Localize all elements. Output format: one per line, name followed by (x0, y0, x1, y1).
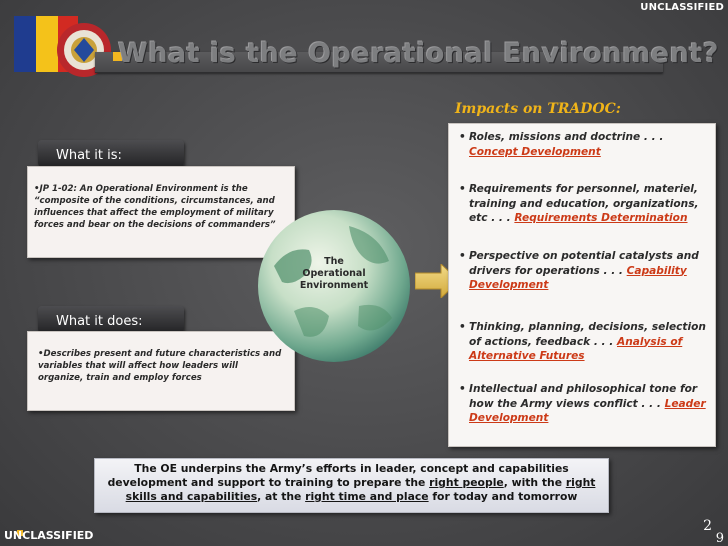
banner-text-1: The OE underpins the Army’s efforts in leader, concept and capabilities development and support to training to prepare the (107, 462, 569, 489)
bullet: • (459, 131, 466, 143)
bullet: • (459, 321, 466, 333)
banner-underline-1: right people (429, 476, 504, 489)
banner-text-2: , with the (503, 476, 566, 489)
what-it-does-text: •Describes present and future characteristics and variables that will affect how leaders will organize, train and employ forces (38, 349, 282, 383)
impact-text: Thinking, planning, decisions, selection of actions, feedback . . . (469, 321, 706, 348)
impacts-panel (448, 123, 716, 447)
banner-text-4: for today and tomorrow (428, 490, 578, 503)
impact-highlight: Leader Development (469, 397, 706, 424)
impact-item (457, 130, 709, 159)
bullet: • (459, 183, 466, 195)
globe-label-line1: The (324, 256, 344, 267)
what-it-does-label: What it does: (56, 314, 143, 329)
impact-text: Intellectual and philosophical tone for how the Army views conflict . . . (469, 383, 698, 410)
impact-text: Perspective on potential catalysts and drivers for operations . . . (469, 250, 699, 277)
impact-highlight: Concept Development (469, 145, 601, 158)
page-number-sub: 9 (715, 531, 724, 546)
impact-item (457, 249, 709, 293)
globe-label-line3: Environment (299, 280, 369, 291)
what-it-is-label: What it is: (56, 148, 122, 163)
impact-text: Requirements for personnel, materiel, training and education, organizations, etc . . . (469, 183, 699, 224)
classification-top: UNCLASSIFIED (640, 2, 724, 13)
impact-highlight: Requirements Determination (514, 212, 688, 224)
impact-item (457, 382, 709, 426)
banner-text-3: , at the (257, 490, 306, 503)
classification-bottom: UNCLASSIFIED (4, 529, 94, 542)
impact-highlight: Analysis of Alternative Futures (469, 335, 683, 362)
bullet: • (459, 383, 466, 395)
banner-underline-2: right skills and capabilities (125, 476, 596, 503)
impact-highlight: Capability Development (469, 264, 687, 291)
bullet: • (459, 250, 466, 262)
summary-banner (94, 458, 609, 513)
impact-item (457, 320, 709, 364)
impacts-title: Impacts on TRADOC: (455, 101, 621, 117)
what-it-does-tab (38, 306, 184, 333)
what-it-is-text: •JP 1-02: An Operational Environment is the “composite of the conditions, circumstances, and influences that affect the employment of military forces and bear on the decisions of commanders” (34, 184, 276, 230)
what-it-is-tab (38, 140, 184, 167)
globe-label-line2: Operational (302, 268, 366, 279)
impact-item (457, 182, 709, 226)
page-number: 2 (703, 518, 712, 534)
banner-underline-3: right time and place (305, 490, 429, 503)
impact-text: Roles, missions and doctrine . . . (469, 131, 664, 143)
page-title: What is the Operational Environment? (118, 38, 719, 69)
globe-label (286, 256, 382, 292)
